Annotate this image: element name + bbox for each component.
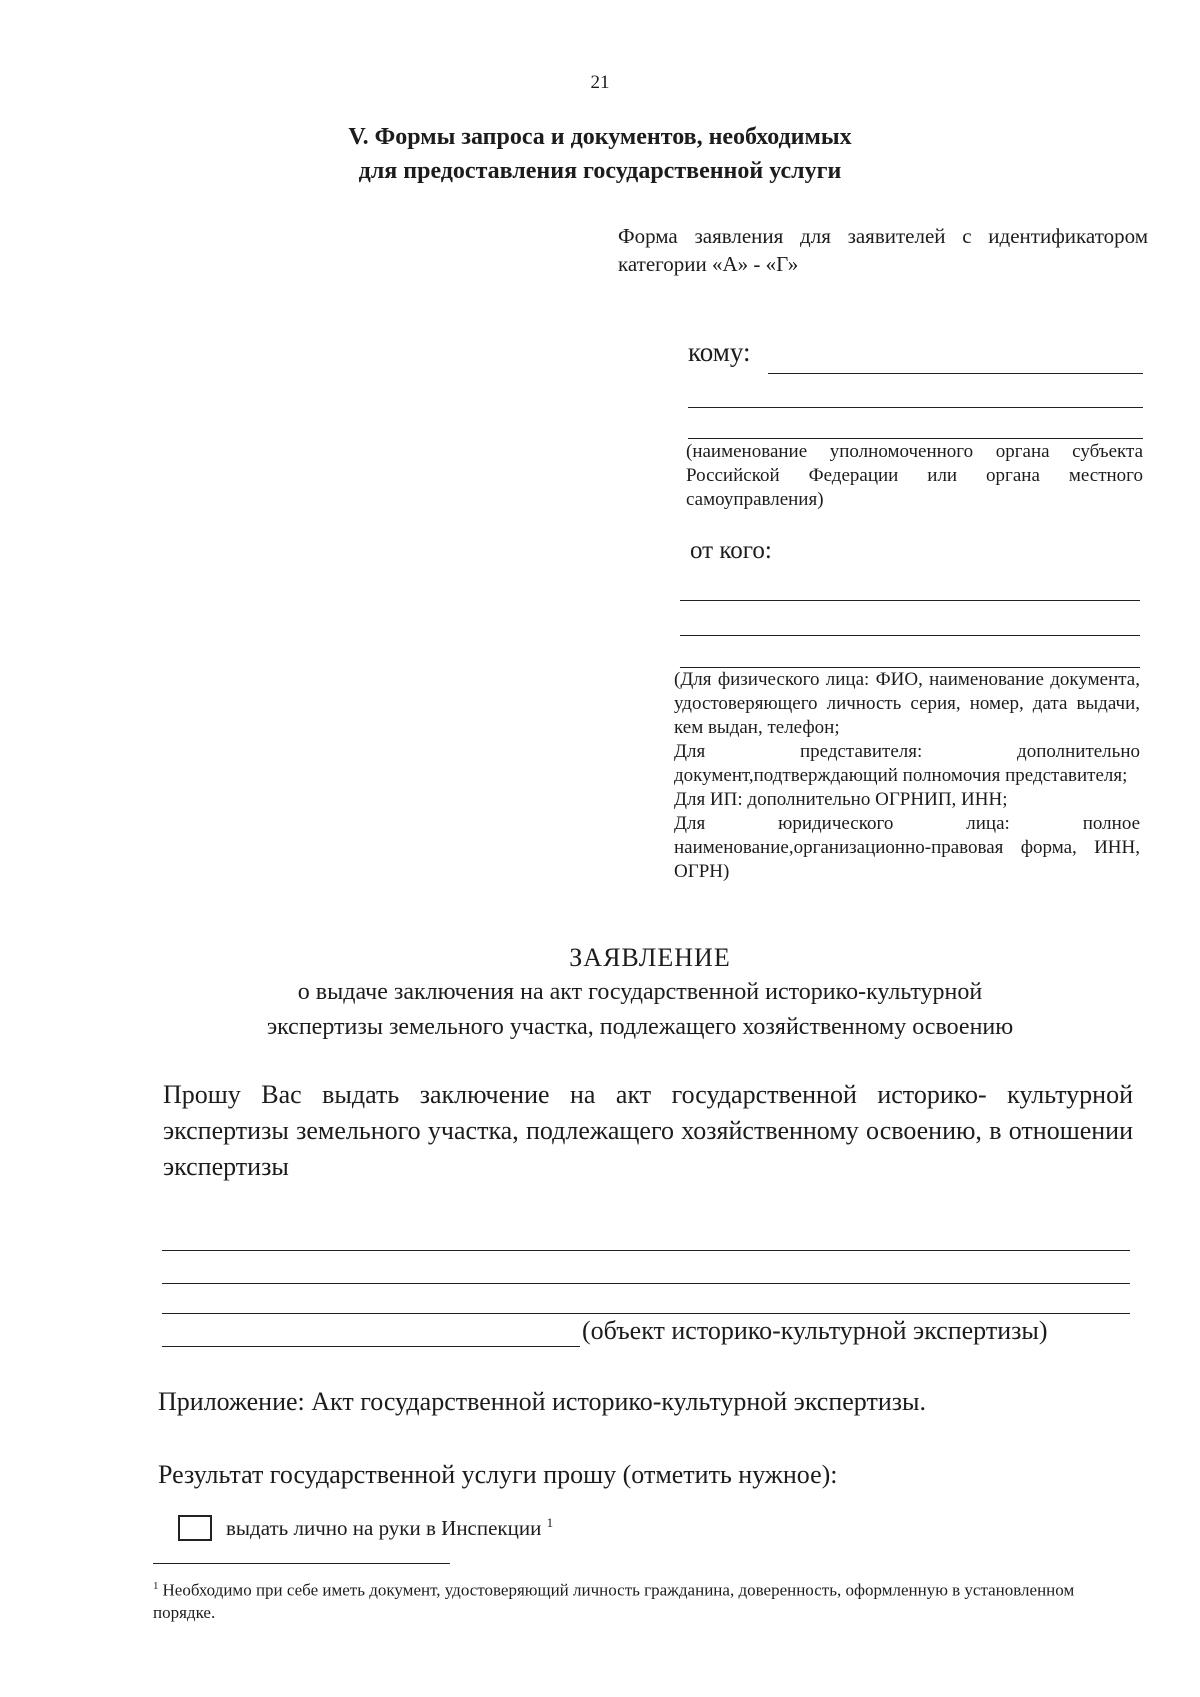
- to-hint: (наименование уполномоченного органа субъекта Российской Федерации или органа местного самоуправления): [686, 441, 1143, 510]
- footnote: [153, 1575, 1123, 1624]
- to-field-line-1[interactable]: [768, 373, 1143, 374]
- to-field-line-3[interactable]: [688, 438, 1143, 439]
- statement-title: ЗАЯВЛЕНИЕ: [569, 943, 731, 972]
- footnote-ref: 1: [546, 1515, 554, 1530]
- page-number: 21: [590, 72, 610, 93]
- from-field-line-2[interactable]: [680, 635, 1140, 636]
- object-label: (объект историко-культурной экспертизы): [582, 1316, 1048, 1345]
- footnote-separator: [153, 1563, 450, 1564]
- from-hint-legal-entity: Для юридического лица: полное наименование,организационно-правовая форма, ИНН, ОГРН): [674, 813, 1140, 882]
- from-field-line-1[interactable]: [680, 600, 1140, 601]
- to-field-line-2[interactable]: [688, 407, 1143, 408]
- request-text: Прошу Вас выдать заключение на акт государственной историко- культурной экспертизы земельного участка, подлежащего хозяйственному освоению, в отношении экспертизы: [163, 1080, 1133, 1181]
- from-label: от кого:: [690, 537, 772, 564]
- section-title-line-2: для предоставления государственной услуги: [358, 158, 842, 184]
- from-hint-individual: (Для физического лица: ФИО, наименование документа, удостоверяющего личность серия, номер, дата выдачи, кем выдан, телефон;: [674, 669, 1140, 738]
- footnote-text: Необходимо при себе иметь документ, удостоверяющий личность гражданина, доверенность, оформленную в установленном порядке.: [153, 1580, 1075, 1622]
- pickup-in-person-checkbox[interactable]: [178, 1515, 212, 1541]
- form-caption: Форма заявления для заявителей с идентификатором категории «А» - «Г»: [618, 224, 1148, 276]
- object-field-line-1[interactable]: [162, 1250, 1130, 1251]
- result-label: Результат государственной услуги прошу (отметить нужное):: [158, 1460, 838, 1489]
- from-hint-representative: Для представителя: дополнительно документ,подтверждающий полномочия представителя;: [674, 741, 1140, 786]
- statement-subtitle-line-1: о выдаче заключения на акт государственной историко-культурной: [297, 979, 983, 1005]
- statement-subtitle: [160, 975, 1120, 1045]
- section-title-line-1: V. Формы запроса и документов, необходимых: [348, 124, 852, 150]
- object-field-line-2[interactable]: [162, 1283, 1130, 1284]
- footnote-marker: 1: [153, 1580, 159, 1592]
- pickup-in-person-text: выдать лично на руки в Инспекции: [226, 1516, 542, 1540]
- attachment-text: Приложение: Акт государственной историко-культурной экспертизы.: [158, 1387, 926, 1416]
- statement-subtitle-line-2: экспертизы земельного участка, подлежащего хозяйственному освоению: [266, 1014, 1014, 1040]
- object-field-line-4[interactable]: [162, 1346, 580, 1347]
- object-field-line-3[interactable]: [162, 1313, 1130, 1314]
- section-title: [300, 120, 900, 188]
- from-hint-entrepreneur: Для ИП: дополнительно ОГРНИП, ИНН;: [674, 789, 1008, 810]
- pickup-in-person-label: [226, 1515, 553, 1541]
- to-label: кому:: [688, 337, 751, 367]
- from-hint: [674, 668, 1140, 884]
